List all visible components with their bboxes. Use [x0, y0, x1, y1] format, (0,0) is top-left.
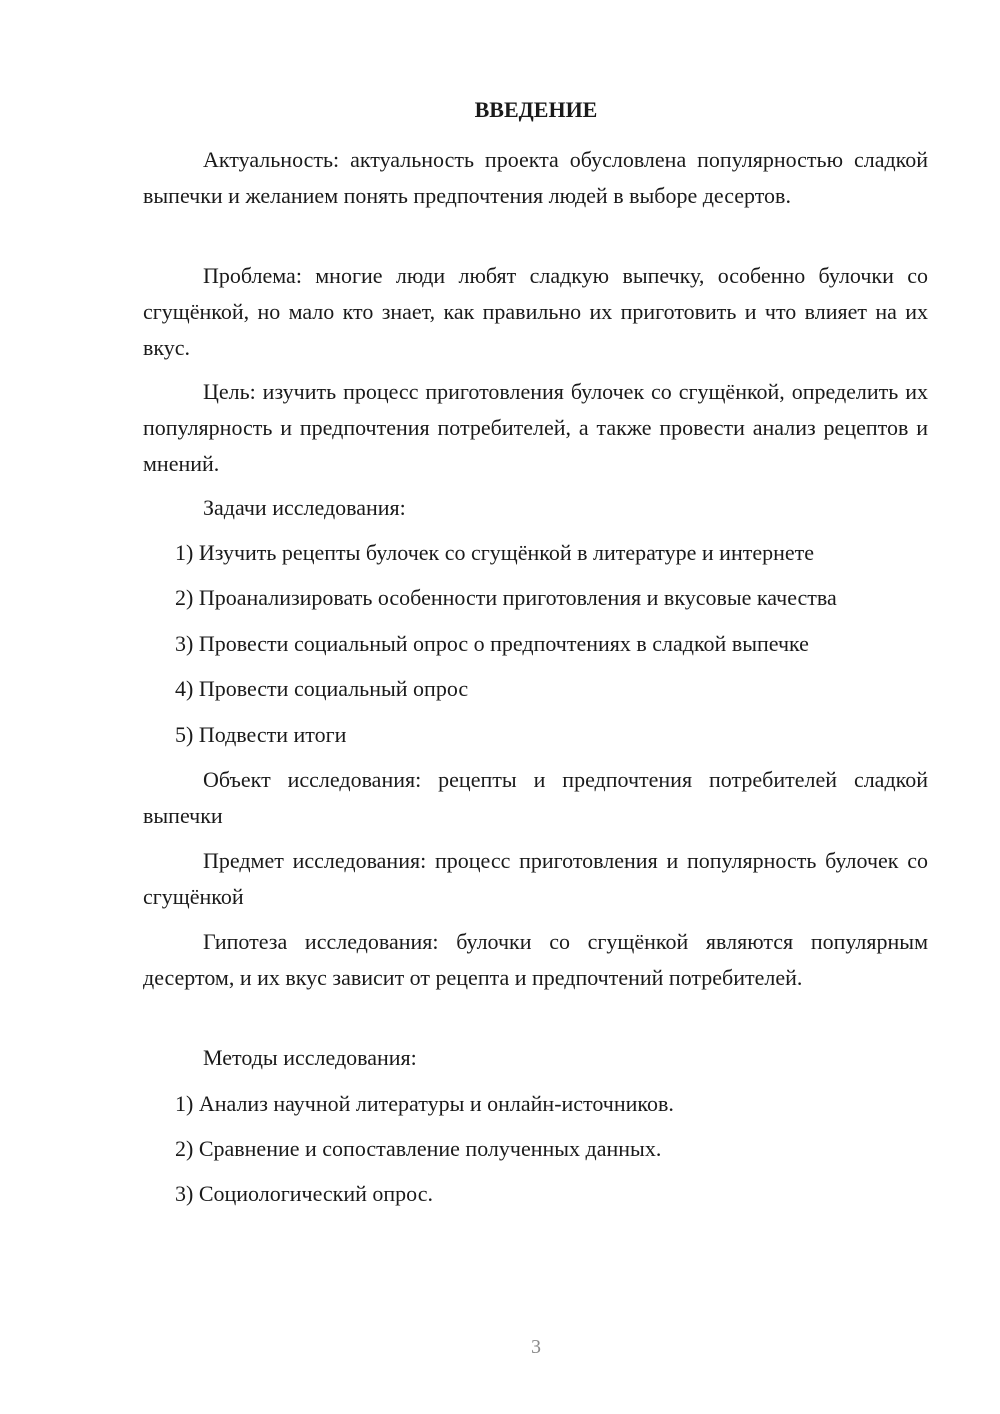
- method-item: 3) Социологический опрос.: [175, 1181, 433, 1206]
- task-item: 4) Провести социальный опрос: [175, 676, 469, 701]
- methods-heading: Методы исследования:: [203, 1045, 417, 1070]
- section-heading: ВВЕДЕНИЕ: [474, 97, 598, 122]
- object-paragraph: Объект исследования: рецепты и предпочтения потребителей сладкой выпечки: [143, 767, 928, 828]
- subject-paragraph: Предмет исследования: процесс приготовления и популярность булочек со сгущёнкой: [143, 848, 928, 909]
- problem-paragraph: Проблема: многие люди любят сладкую выпечку, особенно булочки со сгущёнкой, но мало кто знает, как правильно их приготовить и что влияет на их вкус.: [143, 263, 928, 360]
- method-item: 2) Сравнение и сопоставление полученных данных.: [175, 1136, 662, 1161]
- task-item: 5) Подвести итоги: [175, 722, 347, 747]
- tasks-heading: Задачи исследования:: [203, 495, 406, 520]
- relevance-paragraph: Актуальность: актуальность проекта обусловлена популярностью сладкой выпечки и желанием понять предпочтения людей в выборе десертов.: [143, 147, 928, 208]
- method-item: 1) Анализ научной литературы и онлайн-источников.: [175, 1091, 674, 1116]
- page-number: 3: [531, 1336, 541, 1358]
- hypothesis-paragraph: Гипотеза исследования: булочки со сгущёнкой являются популярным десертом, и их вкус зависит от рецепта и предпочтений потребителей.: [143, 929, 928, 990]
- goal-paragraph: Цель: изучить процесс приготовления булочек со сгущёнкой, определить их популярность и предпочтения потребителей, а также провести анализ рецептов и мнений.: [143, 379, 928, 476]
- task-item: 3) Провести социальный опрос о предпочтениях в сладкой выпечке: [175, 631, 809, 656]
- task-item: 2) Проанализировать особенности приготовления и вкусовые качества: [175, 585, 837, 610]
- task-item: 1) Изучить рецепты булочек со сгущёнкой в литературе и интернете: [175, 540, 815, 565]
